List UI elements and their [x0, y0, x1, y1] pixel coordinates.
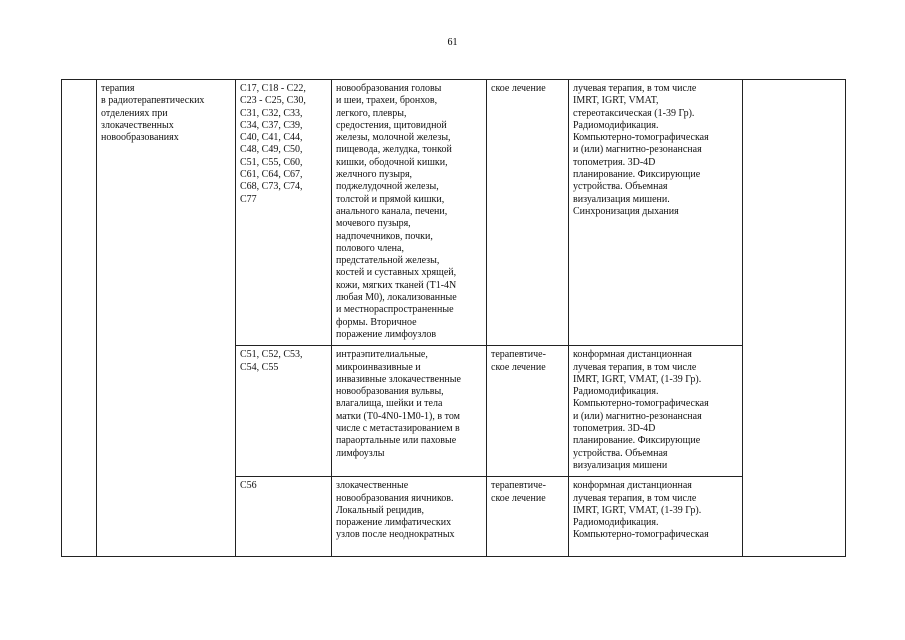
method-line: визуализация мишени.	[573, 193, 670, 205]
condition-line: легкого, плевры,	[336, 107, 407, 119]
code-line: С40, С41, С44,	[240, 132, 303, 144]
condition-line: поражение лимфоузлов	[336, 328, 437, 340]
method-line: конформная дистанционная	[573, 349, 692, 361]
method-line: топометрия. 3D-4D	[573, 156, 656, 168]
method-line: лучевая терапия, в том числе	[573, 83, 697, 94]
condition-line: желчного пузыря,	[336, 169, 413, 181]
treatment-line: терапевтиче-	[491, 480, 546, 492]
code-line: С68, С73, С74,	[240, 181, 303, 193]
method-line: лучевая терапия, в том числе	[573, 361, 697, 373]
condition-line: мочевого пузыря,	[336, 218, 411, 230]
condition-line: узлов после неоднократных	[336, 529, 455, 541]
condition-line: новообразования головы	[336, 83, 442, 94]
care-type-line: отделениях при	[101, 107, 168, 119]
method-line: Синхронизация дыхания	[573, 205, 679, 217]
care-type-line: новообразованиях	[101, 132, 179, 144]
medical-care-table	[61, 79, 846, 557]
method-line: топометрия. 3D-4D	[573, 423, 656, 435]
method-line: и (или) магнитно-резонансная	[573, 144, 702, 156]
condition-line: влагалища, шейки и тела	[336, 398, 443, 410]
condition-line: полового члена,	[336, 242, 404, 254]
cell-treatment-type	[487, 80, 569, 346]
cell-cost	[743, 80, 846, 557]
condition-line: формы. Вторичное	[336, 316, 417, 328]
code-line: С17, С18 - С22,	[240, 83, 306, 94]
code-line: С23 - С25, С30,	[240, 95, 306, 107]
condition-line: и шеи, трахеи, бронхов,	[336, 95, 438, 107]
page-number: 61	[447, 37, 458, 48]
table-row	[62, 80, 846, 346]
cell-number	[62, 80, 97, 557]
condition-line: средостения, щитовидной	[336, 119, 447, 131]
condition-line: толстой и прямой кишки,	[336, 193, 445, 205]
care-type-line: терапия	[101, 83, 135, 94]
code-line: С56	[240, 480, 257, 492]
condition-line: числе с метастазированием в	[336, 423, 460, 435]
method-line: Радиомодификация.	[573, 517, 659, 529]
condition-line: микроинвазивные и	[336, 361, 421, 373]
method-line: планирование. Фиксирующие	[573, 435, 701, 447]
condition-line: железы, молочной железы,	[336, 132, 451, 144]
condition-line: поджелудочной железы,	[336, 181, 439, 193]
condition-line: кишки, ободочной кишки,	[336, 156, 448, 168]
cell-care-type	[97, 80, 236, 557]
method-line: визуализация мишени	[573, 459, 668, 471]
condition-line: анального канала, печени,	[336, 205, 448, 217]
method-line: IMRT, IGRT, VMAT, (1-39 Гр).	[573, 504, 702, 516]
cell-condition	[332, 80, 487, 346]
method-line: IMRT, IGRT, VMAT, (1-39 Гр).	[573, 373, 702, 385]
condition-line: пищевода, желудка, тонкой	[336, 144, 452, 156]
method-line: Компьютерно-томографическая	[573, 529, 709, 541]
condition-line: предстательной железы,	[336, 255, 440, 267]
condition-line: интраэпителиальные,	[336, 349, 428, 361]
code-line: С51, С52, С53,	[240, 349, 303, 361]
treatment-line: ское лечение	[491, 492, 546, 504]
cell-icd-codes	[236, 346, 332, 477]
cell-icd-codes	[236, 477, 332, 557]
condition-line: Локальный рецидив,	[336, 504, 425, 516]
cell-treatment-type	[487, 346, 569, 477]
code-line: С51, С55, С60,	[240, 156, 303, 168]
method-line: и (или) магнитно-резонансная	[573, 410, 702, 422]
care-type-line: злокачественных	[101, 119, 174, 131]
method-line: Радиомодификация.	[573, 386, 659, 398]
condition-line: лимфоузлы	[336, 447, 385, 459]
method-line: Компьютерно-томографическая	[573, 398, 709, 410]
condition-line: инвазивные злокачественные	[336, 373, 461, 385]
cell-method	[569, 346, 743, 477]
code-line: С31, С32, С33,	[240, 107, 303, 119]
condition-line: злокачественные	[336, 480, 409, 492]
condition-line: кожи, мягких тканей (T1-4N	[336, 279, 457, 291]
cell-icd-codes	[236, 80, 332, 346]
condition-line: параортальные или паховые	[336, 435, 457, 447]
code-line: С61, С64, С67,	[240, 169, 303, 181]
condition-line: надпочечников, почки,	[336, 230, 433, 242]
condition-line: и местнораспространенные	[336, 304, 454, 316]
condition-line: новообразования вульвы,	[336, 386, 444, 398]
condition-line: новообразования яичников.	[336, 492, 454, 504]
code-line: С48, С49, С50,	[240, 144, 303, 156]
method-line: лучевая терапия, в том числе	[573, 492, 697, 504]
method-line: IMRT, IGRT, VMAT,	[573, 95, 659, 107]
method-line: конформная дистанционная	[573, 480, 692, 492]
code-line: С77	[240, 193, 257, 205]
method-line: устройства. Объемная	[573, 447, 668, 459]
cell-condition	[332, 346, 487, 477]
treatment-line: ское лечение	[491, 361, 546, 373]
method-line: стереотаксическая (1-39 Гр).	[573, 107, 695, 119]
treatment-line: ское лечение	[491, 83, 546, 94]
condition-line: любая M0), локализованные	[336, 292, 457, 304]
method-line: Компьютерно-томографическая	[573, 132, 709, 144]
cell-condition	[332, 477, 487, 557]
treatment-line: терапевтиче-	[491, 349, 546, 361]
code-line: С34, С37, С39,	[240, 119, 303, 131]
method-line: планирование. Фиксирующие	[573, 169, 701, 181]
cell-method	[569, 477, 743, 557]
condition-line: костей и суставных хрящей,	[336, 267, 457, 279]
condition-line: поражение лимфатических	[336, 517, 452, 529]
cell-method	[569, 80, 743, 346]
condition-line: матки (T0-4N0-1M0-1), в том	[336, 410, 460, 422]
cell-treatment-type	[487, 477, 569, 557]
method-line: Радиомодификация.	[573, 119, 659, 131]
care-type-line: в радиотерапевтических	[101, 95, 205, 107]
method-line: устройства. Объемная	[573, 181, 668, 193]
code-line: С54, С55	[240, 361, 279, 373]
